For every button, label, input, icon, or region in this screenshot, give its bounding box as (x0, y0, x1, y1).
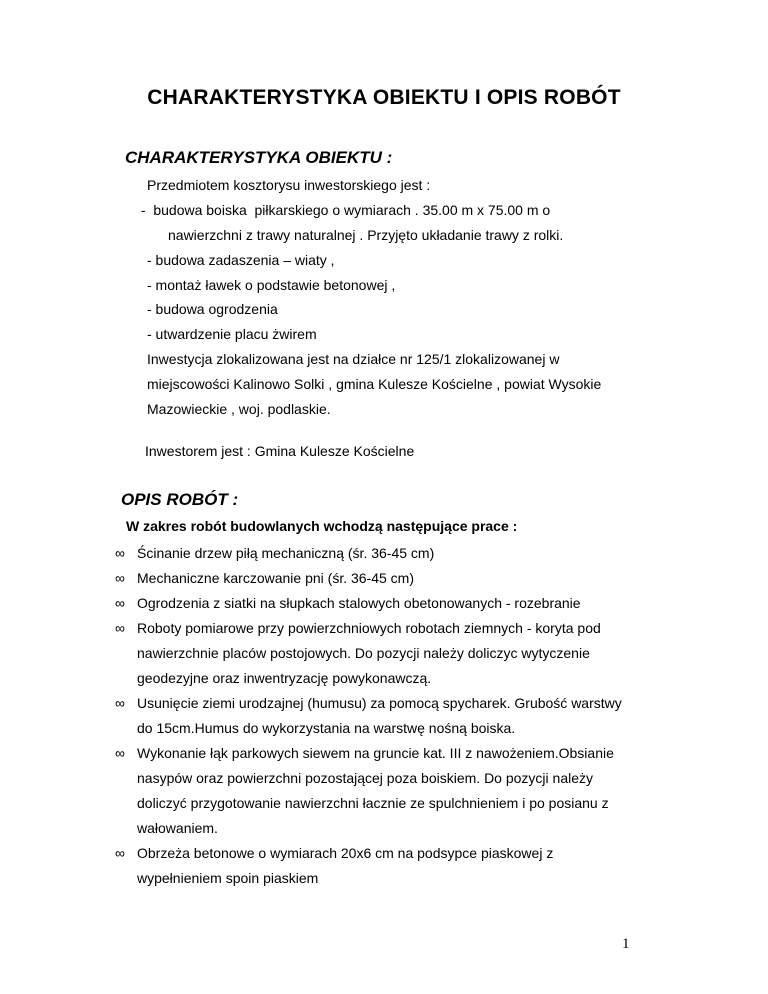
page-number: 1 (622, 936, 630, 952)
bullet-icon: ∞ (115, 695, 125, 711)
bullet-icon: ∞ (115, 570, 125, 586)
bullet-icon: ∞ (115, 745, 125, 761)
bullet-item-line: nawierzchnie placów postojowych. Do pozycji należy doliczyc wytyczenie (137, 645, 590, 661)
paragraph-line: miejscowości Kalinowo Solki , gmina Kulesze Kościelne , powiat Wysokie (147, 376, 602, 392)
bullet-item-line: do 15cm.Humus do wykorzystania na warstwę nośną boiska. (137, 720, 516, 736)
bullet-item-line: Ogrodzenia z siatki na słupkach stalowych obetonowanych - rozebranie (137, 595, 581, 611)
bullet-item-line: doliczyć przygotowanie nawierzchni łacznie ze spulchnieniem i po posianu z (137, 795, 609, 811)
bullet-item-line: Wykonanie łąk parkowych siewem na gruncie kat. III z nawożeniem.Obsianie (137, 745, 614, 761)
section-heading-works: OPIS ROBÓT : (121, 490, 239, 509)
paragraph-line: Inwestycja zlokalizowana jest na działce nr 125/1 zlokalizowanej w (147, 351, 560, 367)
bullet-item-line: wypełnieniem spoin piaskiem (137, 870, 319, 886)
list-item: - montaż ławek o podstawie betonowej , (147, 277, 396, 293)
bullet-item-line: Mechaniczne karczowanie pni (śr. 36-45 cm) (137, 570, 415, 586)
section-heading-characteristics: CHARAKTERYSTYKA OBIEKTU : (125, 148, 393, 167)
bullet-icon: ∞ (115, 595, 125, 611)
bullet-icon: ∞ (115, 620, 125, 636)
bullet-item-line: geodezyjne oraz inwentryzację powykonawczą. (137, 670, 432, 686)
bullet-icon: ∞ (115, 845, 125, 861)
investor-line: Inwestorem jest : Gmina Kulesze Kościelne (145, 443, 415, 459)
bullet-item-line: Ścinanie drzew piłą mechaniczną (śr. 36-45 cm) (137, 545, 435, 561)
bullet-item-line: nasypów oraz powierzchni pozostającej poza boiskiem. Do pozycji należy (137, 770, 594, 786)
list-item: - budowa zadaszenia – wiaty , (147, 252, 335, 268)
document-title: CHARAKTERYSTYKA OBIEKTU I OPIS ROBÓT (147, 86, 621, 109)
bullet-item-line: Usunięcie ziemi urodzajnej (humusu) za pomocą spycharek. Grubość warstwy (137, 695, 622, 711)
bullet-item-line: wałowaniem. (137, 820, 218, 836)
bullet-item-line: Roboty pomiarowe przy powierzchniowych robotach ziemnych - koryta pod (137, 620, 601, 636)
works-intro: W zakres robót budowlanych wchodzą następujące prace : (126, 518, 518, 534)
paragraph-line: nawierzchni z trawy naturalnej . Przyjęto układanie trawy z rolki. (168, 227, 564, 243)
list-item: - budowa ogrodzenia (147, 301, 278, 317)
list-item: - utwardzenie placu żwirem (147, 326, 317, 342)
bullet-item-line: Obrzeża betonowe o wymiarach 20x6 cm na podsypce piaskowej z (137, 845, 554, 861)
bullet-icon: ∞ (115, 545, 125, 561)
paragraph-line: Przedmiotem kosztorysu inwestorskiego jest : (147, 177, 431, 193)
paragraph-line: Mazowieckie , woj. podlaskie. (147, 401, 331, 417)
paragraph-line: - budowa boiska piłkarskiego o wymiarach . 35.00 m x 75.00 m o (137, 202, 551, 218)
